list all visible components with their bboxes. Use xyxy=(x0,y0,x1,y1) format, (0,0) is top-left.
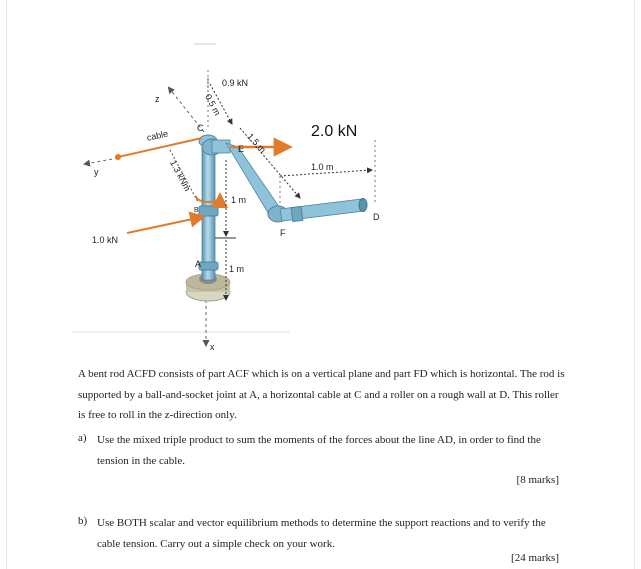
label-dim-1-0m: 1.0 m xyxy=(311,162,334,172)
label-force-0-9kN: 0.9 kN xyxy=(222,78,249,88)
cable-line xyxy=(115,138,202,160)
label-point-e: E xyxy=(238,144,245,154)
label-point-f: F xyxy=(280,228,286,238)
part-a-text: Use the mixed triple product to sum the moments of the forces about the line AD, in order to find the tension in the cable. xyxy=(97,434,541,467)
label-axis-x: x xyxy=(210,342,215,352)
rod xyxy=(199,135,367,280)
part-a-letter: a) xyxy=(78,432,87,444)
problem-intro: A bent rod ACFD consists of part ACF which is on a vertical plane and part FD which is horizontal. The rod is supported by a ball-and-socket joint at A, a horizontal cable at C and a roller on a rough wall at D. This roller is free to roll in the z-direction only. xyxy=(78,368,565,421)
label-cable: cable xyxy=(145,128,169,143)
label-force-1kN: 1.0 kN xyxy=(92,235,119,245)
label-axis-y: y xyxy=(94,167,99,177)
label-point-a: A xyxy=(195,259,202,269)
label-point-b: B xyxy=(194,207,199,214)
label-dim-1m-upper: 1 m xyxy=(231,195,247,205)
label-axis-z: z xyxy=(155,94,160,104)
label-dim-1-5m: 1.5 m xyxy=(245,131,268,155)
label-moment-1-3kNm: 1.3 kNm xyxy=(168,158,193,193)
label-point-c: C xyxy=(197,123,204,133)
part-b-text: Use BOTH scalar and vector equilibrium methods to determine the support reactions and to verify the cable tension. Carry out a simple check on your work. xyxy=(97,517,546,550)
part-a-marks: [8 marks] xyxy=(516,474,559,486)
axis-y xyxy=(85,158,118,164)
label-force-2kN: 2.0 kN xyxy=(311,123,358,140)
label-dim-1m-lower: 1 m xyxy=(229,264,245,274)
part-b-letter: b) xyxy=(78,515,88,527)
part-b-marks: [24 marks] xyxy=(511,552,559,564)
force-1kN-arrow xyxy=(127,217,202,233)
label-point-d: D xyxy=(373,212,380,222)
label-dim-0-5m: 0.5 m xyxy=(203,92,223,118)
